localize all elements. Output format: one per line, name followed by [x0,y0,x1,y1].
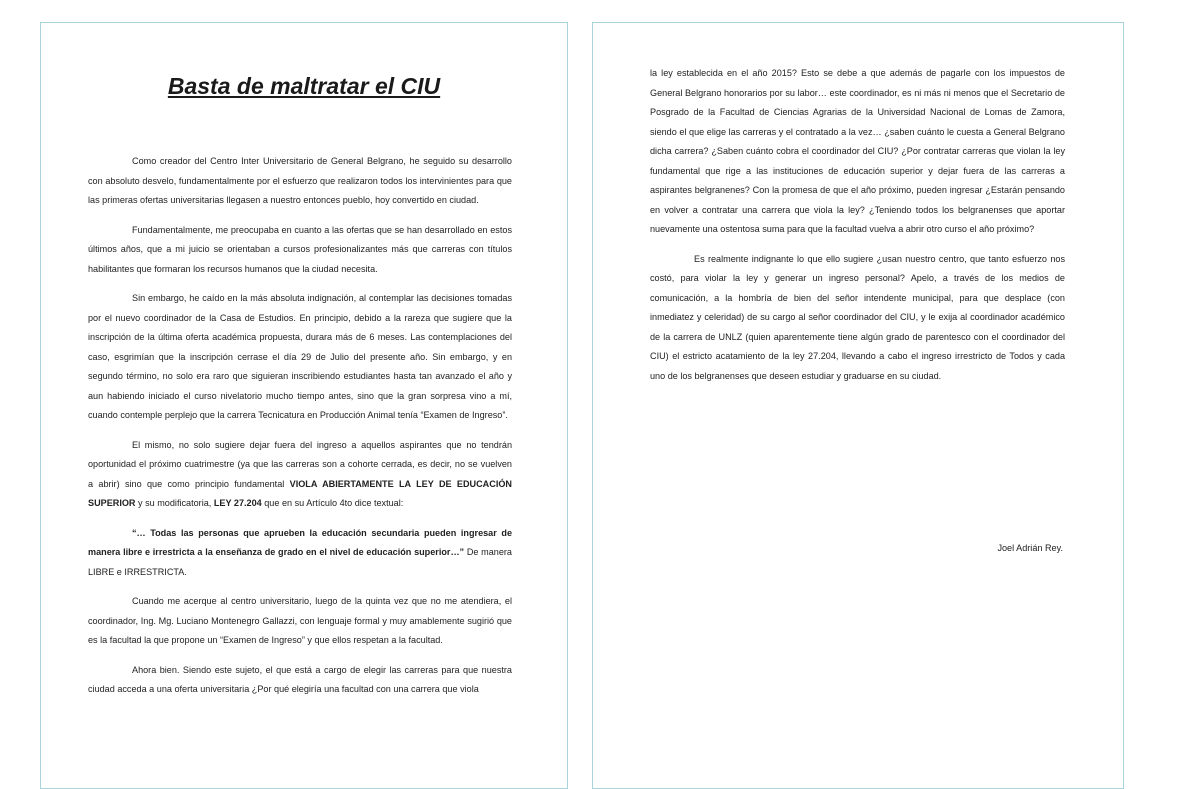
law-quote: “… Todas las personas que aprueben la educación secundaria pueden ingresar de manera libre e irrestricta a la enseñanza de grado en el nivel de educación superior…” [88,527,512,557]
paragraph: Ahora bien. Siendo este sujeto, el que está a cargo de elegir las carreras para que nuestra ciudad acceda a una oferta universitaria ¿Por qué elegiría una facultad con una carrera que viola [88,664,512,694]
paragraph: Cuando me acerque al centro universitario, luego de la quinta vez que no me atendiera, el coordinador, Ing. Mg. Luciano Montenegro Gallazzi, con lenguaje formal y muy amablemente sugirió que es la facultad la que propone un “Examen de Ingreso” y que ellos respetan a la facultad. [88,596,512,645]
paragraph: Es realmente indignante lo que ello sugiere ¿usan nuestro centro, que tanto esfuerzo nos costó, para violar la ley y generar un ingreso personal? Apelo, a través de los medios de comunicación, a la hombría de bien del señor intendente municipal, para que desplace (con inmediatez y celeridad) de su cargo al señor coordinador del CIU, y le exija al coordinador académico de la carrera de UNLZ (quien aparentemente tiene algún grado de parentesco con el coordinador del CIU) el estricto acatamiento de la ley 27.204, llevando a cabo el ingreso irrestricto de Todos y cada uno de los belgranenses que deseen estudiar y graduarse en su ciudad. [650,253,1065,381]
paragraph: Como creador del Centro Inter Universitario de General Belgrano, he seguido su desarrollo con absoluto desvelo, fundamentalmente por el esfuerzo que realizaron todos los intervinientes para que las primeras ofertas universitarias llegasen a nuestro entonces pueblo, hoy convertido en ciudad. [88,156,512,205]
document-page-right [592,22,1124,789]
left-page-body [88,152,512,710]
paragraph: la ley establecida en el año 2015? Esto se debe a que además de pagarle con los impuestos de General Belgrano honorarios por su labor… este coordinador, es ni más ni menos que el Secretario de Posgrado de la Facultad de Ciencias Agrarias de la Universidad Nacional de Lomas de Zamora, siendo el que elige las carreras y el contratado a la vez… ¿saben cuánto le cuesta a General Belgrano dicha carrera? ¿Saben cuánto cobra el coordinador del CIU? ¿Por contratar carreras que violan la ley fundamental que rige a las instituciones de educación superior y dejar fuera de las carreras a aspirantes belgranenes? Con la promesa de que el año próximo, pueden ingresar ¿Estarán pensando en volver a contratar una carrera que viola la ley? ¿Teniendo todos los belgranenses que aportar nuevamente una ostentosa suma para que la facultad vuelva a abrir otro curso el año próximo? [650,68,1065,234]
right-page-body [650,64,1065,396]
paragraph [88,436,512,514]
paragraph-text: El mismo, no solo sugiere dejar fuera del ingreso a aquellos aspirantes que no tendrán oportunidad el próximo cuatrimestre (ya que las carreras son a cohorte cerrada, es decir, no se vuelven a abrir) sino que como principio fundamental [88,439,512,489]
document-title: Basta de maltratar el CIU [167,73,441,99]
paragraph: Fundamentalmente, me preocupaba en cuanto a las ofertas que se han desarrollado en estos últimos años, que a mi juicio se orientaban a cursos profesionalizantes más que carreras con títulos habilitantes que formaran los recursos humanos que la ciudad necesita. [88,224,512,274]
law-number: LEY 27.204 [213,498,262,508]
law-emphasis: VIOLA ABIERTAMENTE LA LEY DE EDUCACIÓN SUPERIOR [88,478,512,508]
paragraph-text: y su modificatoria, [135,498,214,508]
quote-paragraph [88,524,512,583]
quote-tail: De manera LIBRE e IRRESTRICTA. [88,547,512,577]
paragraph: Sin embargo, he caído en la más absoluta indignación, al contemplar las decisiones tomadas por el nuevo coordinador de la Casa de Estudios. En principio, debido a la rareza que sugiere que la inscripción de la última oferta académica propuesta, durara más de 6 meses. Las contemplaciones del caso, esgrimían que la inscripción cerrase el día 29 de Julio del presente año. Sin embargo, y en segundo término, no solo era raro que siguieran inscribiendo estudiantes hasta tan avanzado el año y aun habiendo iniciado el curso nivelatorio mucho tiempo antes, sino que la gran sorpresa vino a mí, cuando contemple perplejo que la carrera Tecnicatura en Producción Animal tenía “Examen de Ingreso”. [88,293,512,420]
document-page-left [40,22,568,789]
paragraph-text: que en su Artículo 4to dice textual: [261,498,404,508]
signature: Joel Adrián Rey. [997,543,1063,553]
